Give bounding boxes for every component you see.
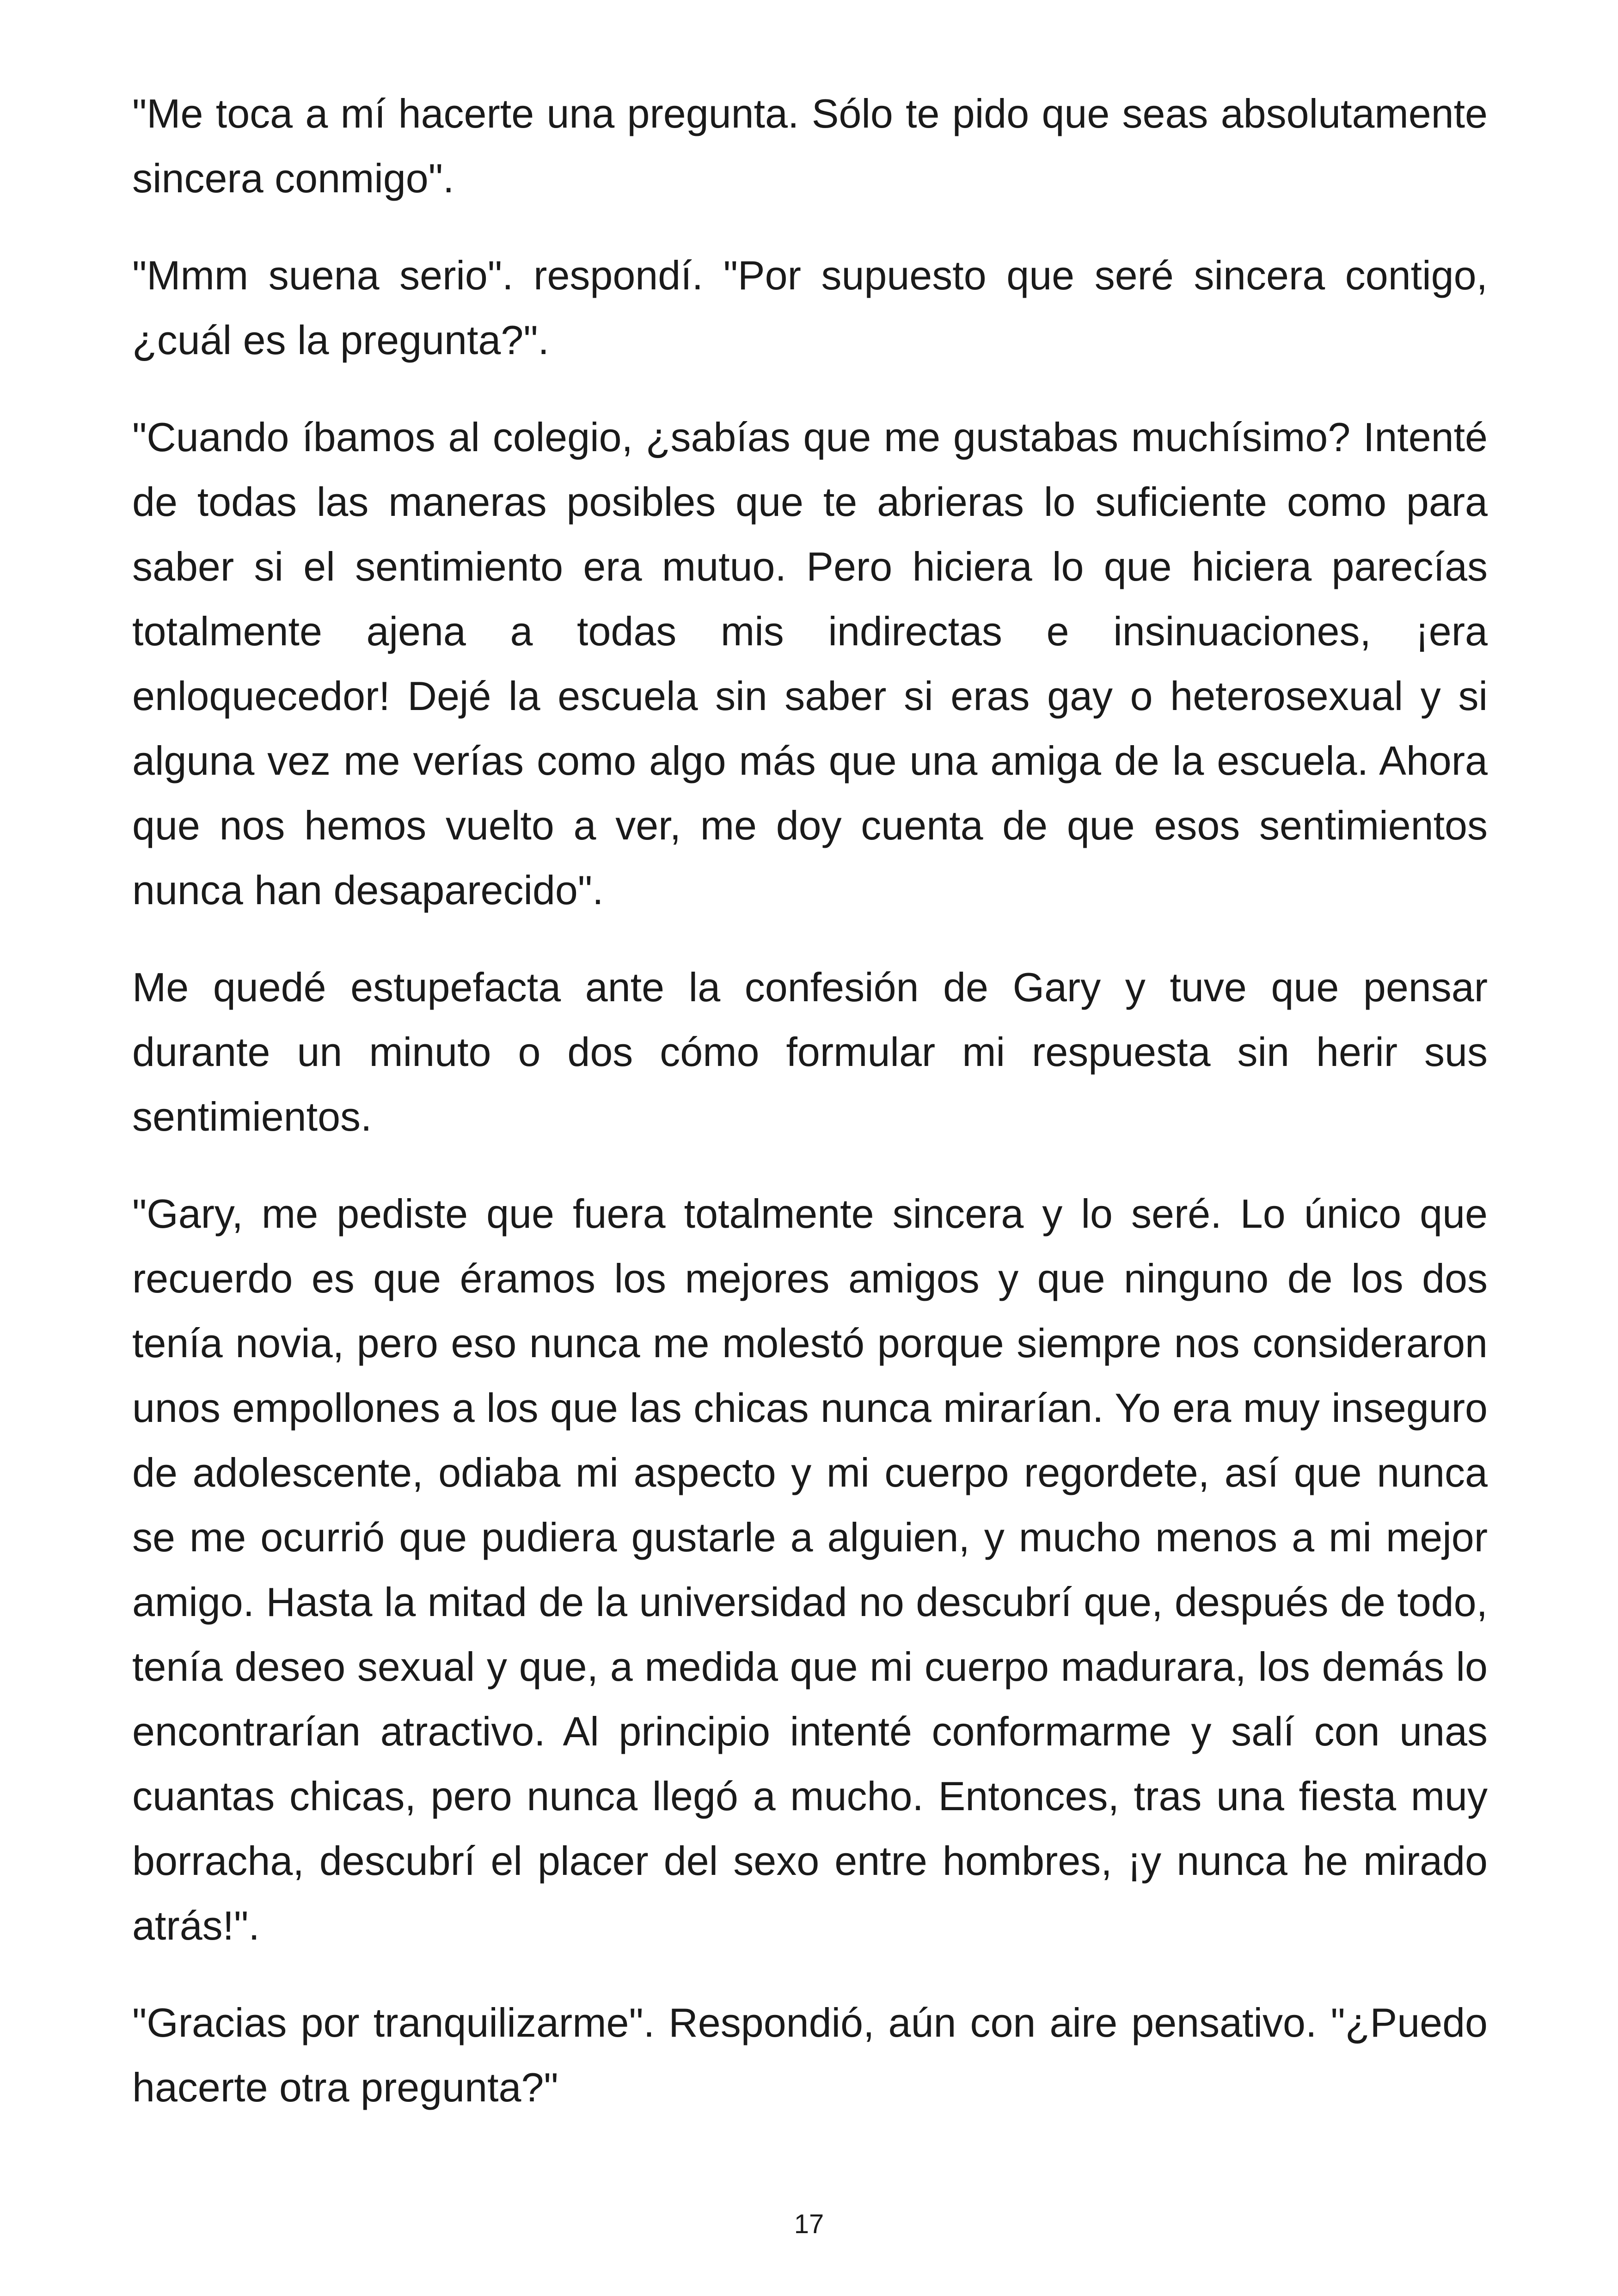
paragraph: Me quedé estupefacta ante la confesión de Gary y tuve que pensar durante un minuto o dos cómo formular mi respuesta sin herir sus sentimientos. bbox=[132, 964, 1488, 1139]
paragraph: "Gracias por tranquilizarme". Respondió, aún con aire pensativo. "¿Puedo hacerte otra pregunta?" bbox=[132, 2000, 1488, 2110]
page-number: 17 bbox=[794, 2209, 824, 2239]
paragraph: "Mmm suena serio". respondí. "Por supuesto que seré sincera contigo, ¿cuál es la pregunta?". bbox=[132, 252, 1488, 363]
paragraph: "Cuando íbamos al colegio, ¿sabías que me gustabas muchísimo? Intenté de todas las maneras posibles que te abrieras lo suficiente como para saber si el sentimiento era mutuo. Pero hiciera lo que hiciera parecías totalmente ajena a todas mis indirectas e insinuaciones, ¡era enloquecedor! Dejé la escuela sin saber si eras gay o heterosexual y si alguna vez me verías como algo más que una amiga de la escuela. Ahora que nos hemos vuelto a ver, me doy cuenta de que esos sentimientos nunca han desaparecido". bbox=[132, 414, 1488, 913]
paragraph: "Gary, me pediste que fuera totalmente sincera y lo seré. Lo único que recuerdo es que éramos los mejores amigos y que ninguno de los dos tenía novia, pero eso nunca me molestó porque siempre nos consideraron unos empollones a los que las chicas nunca mirarían. Yo era muy inseguro de adolescente, odiaba mi aspecto y mi cuerpo regordete, así que nunca se me ocurrió que pudiera gustarle a alguien, y mucho menos a mi mejor amigo. Hasta la mitad de la universidad no descubrí que, después de todo, tenía deseo sexual y que, a medida que mi cuerpo madurara, los demás lo encontrarían atractivo. Al principio intenté conformarme y salí con unas cuantas chicas, pero nunca llegó a mucho. Entonces, tras una fiesta muy borracha, descubrí el placer del sexo entre hombres, ¡y nunca he mirado atrás!". bbox=[132, 1191, 1488, 1948]
paragraph: "Me toca a mí hacerte una pregunta. Sólo te pido que seas absolutamente sincera conmigo". bbox=[132, 91, 1488, 201]
body-text bbox=[132, 81, 1488, 2152]
